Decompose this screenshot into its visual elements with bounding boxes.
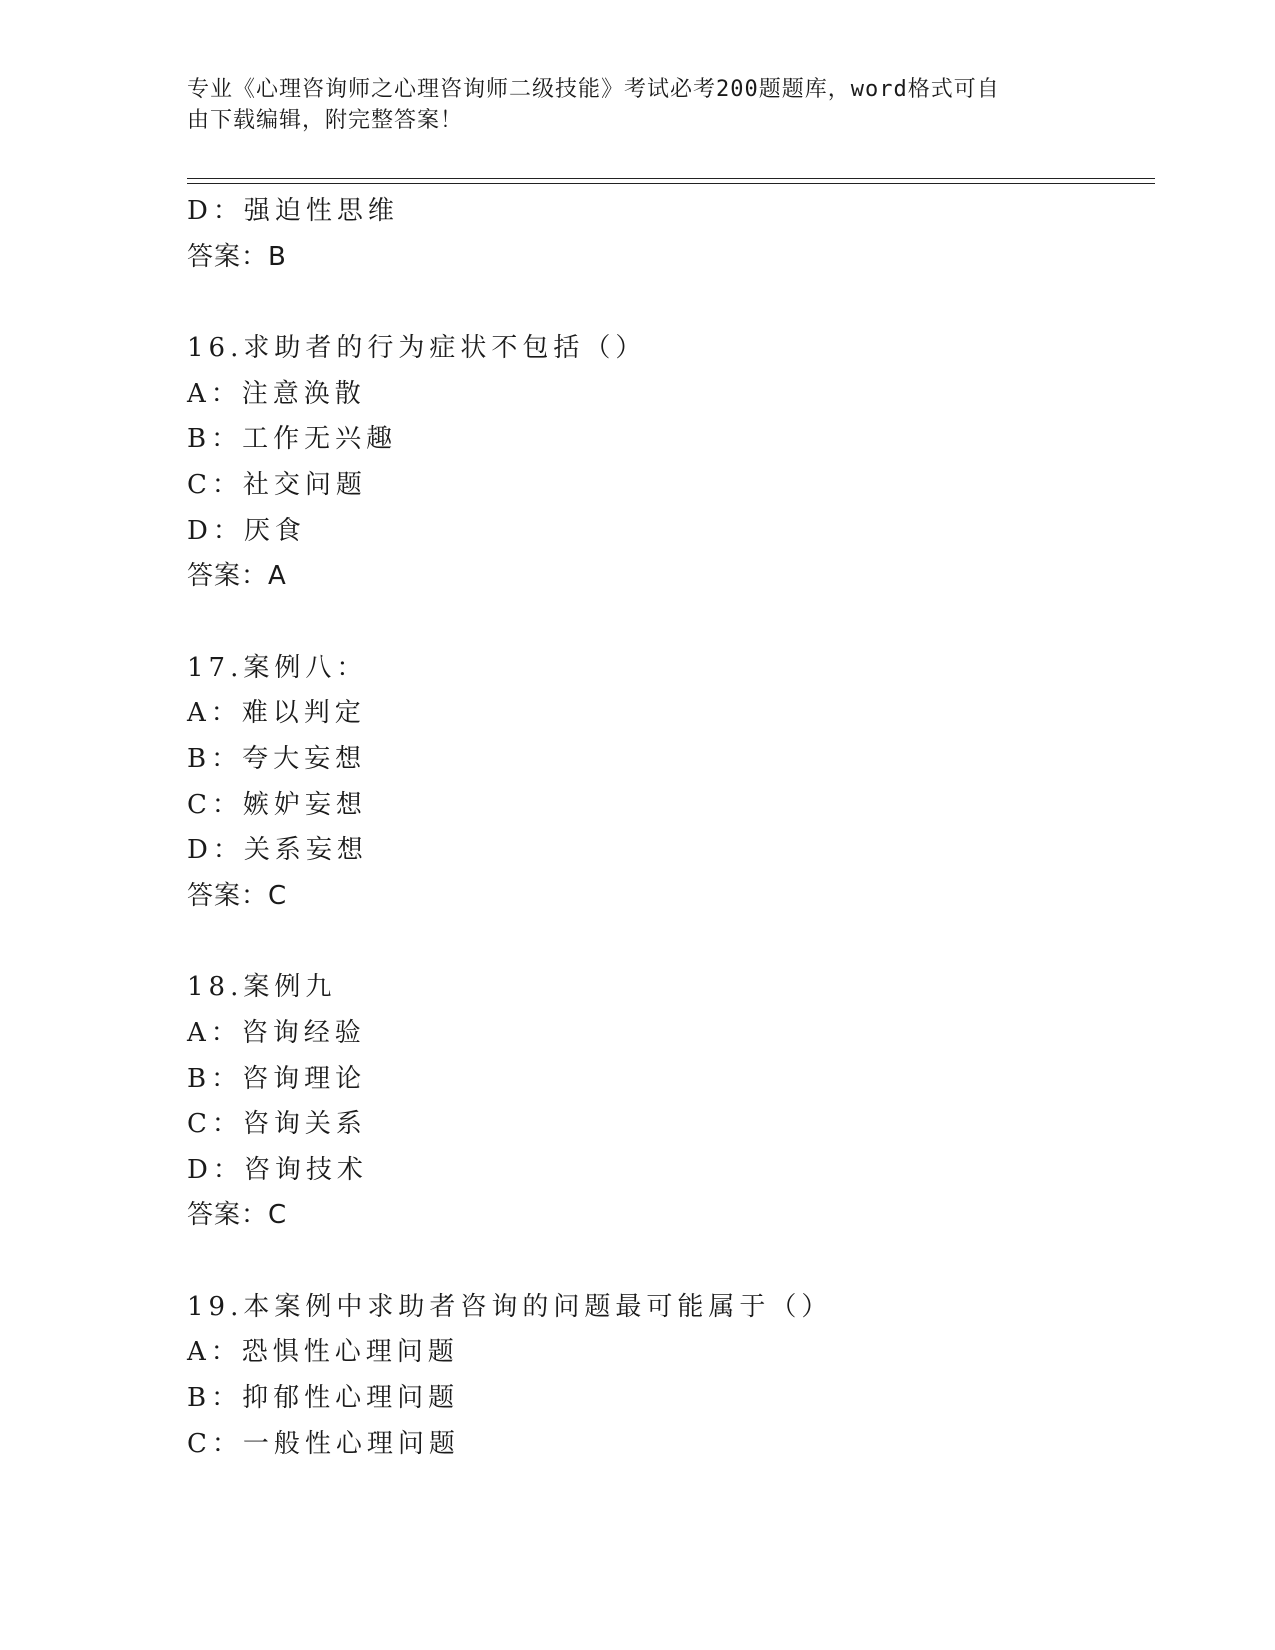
document-header [187,74,1067,136]
option-d: D：厌食 [187,515,306,546]
option-b: B：咨询理论 [187,1063,367,1094]
option-c: C：嫉妒妄想 [187,789,367,820]
answer-line: 答案：C [187,1200,288,1231]
question-stem: 16.求助者的行为症状不包括（） [187,333,647,364]
option-d: D：咨询技术 [187,1154,368,1185]
option-c: C：一般性心理问题 [187,1428,460,1459]
question-stem: 18.案例九 [187,972,337,1003]
spacer [187,919,1147,965]
option-c: C：社交问题 [187,469,367,500]
option-c: C：咨询关系 [187,1109,367,1140]
option-b: B：抑郁性心理问题 [187,1383,460,1414]
header-divider-top [187,178,1155,179]
option-a: A：恐惧性心理问题 [187,1337,459,1368]
option-b: B：工作无兴趣 [187,424,398,455]
header-line-2: 由下载编辑，附完整答案！ [187,108,464,133]
option-a: A：咨询经验 [187,1017,366,1048]
header-line-1: 专业《心理咨询师之心理咨询师二级技能》考试必考200题题库，word格式可自 [187,77,1000,102]
question-stem: 17.案例八： [187,652,368,683]
question-16 [187,326,1147,600]
option-d: D：强迫性思维 [187,196,399,226]
question-19 [187,1285,1147,1467]
answer-line: 答案：C [187,880,288,911]
option-a: A：注意涣散 [187,378,366,409]
spacer [187,1239,1147,1285]
question-18 [187,965,1147,1239]
spacer [187,600,1147,646]
answer-line: 答案：B [187,241,287,272]
spacer [187,280,1147,326]
answer-line: 答案：A [187,561,287,592]
question-17 [187,646,1147,920]
option-a: A：难以判定 [187,698,366,729]
option-b: B：夸大妄想 [187,743,367,774]
header-divider-bottom [187,183,1155,184]
option-d: D：关系妄想 [187,835,368,866]
question-stem: 19.本案例中求助者咨询的问题最可能属于（） [187,1291,833,1322]
question-list [187,189,1147,1467]
